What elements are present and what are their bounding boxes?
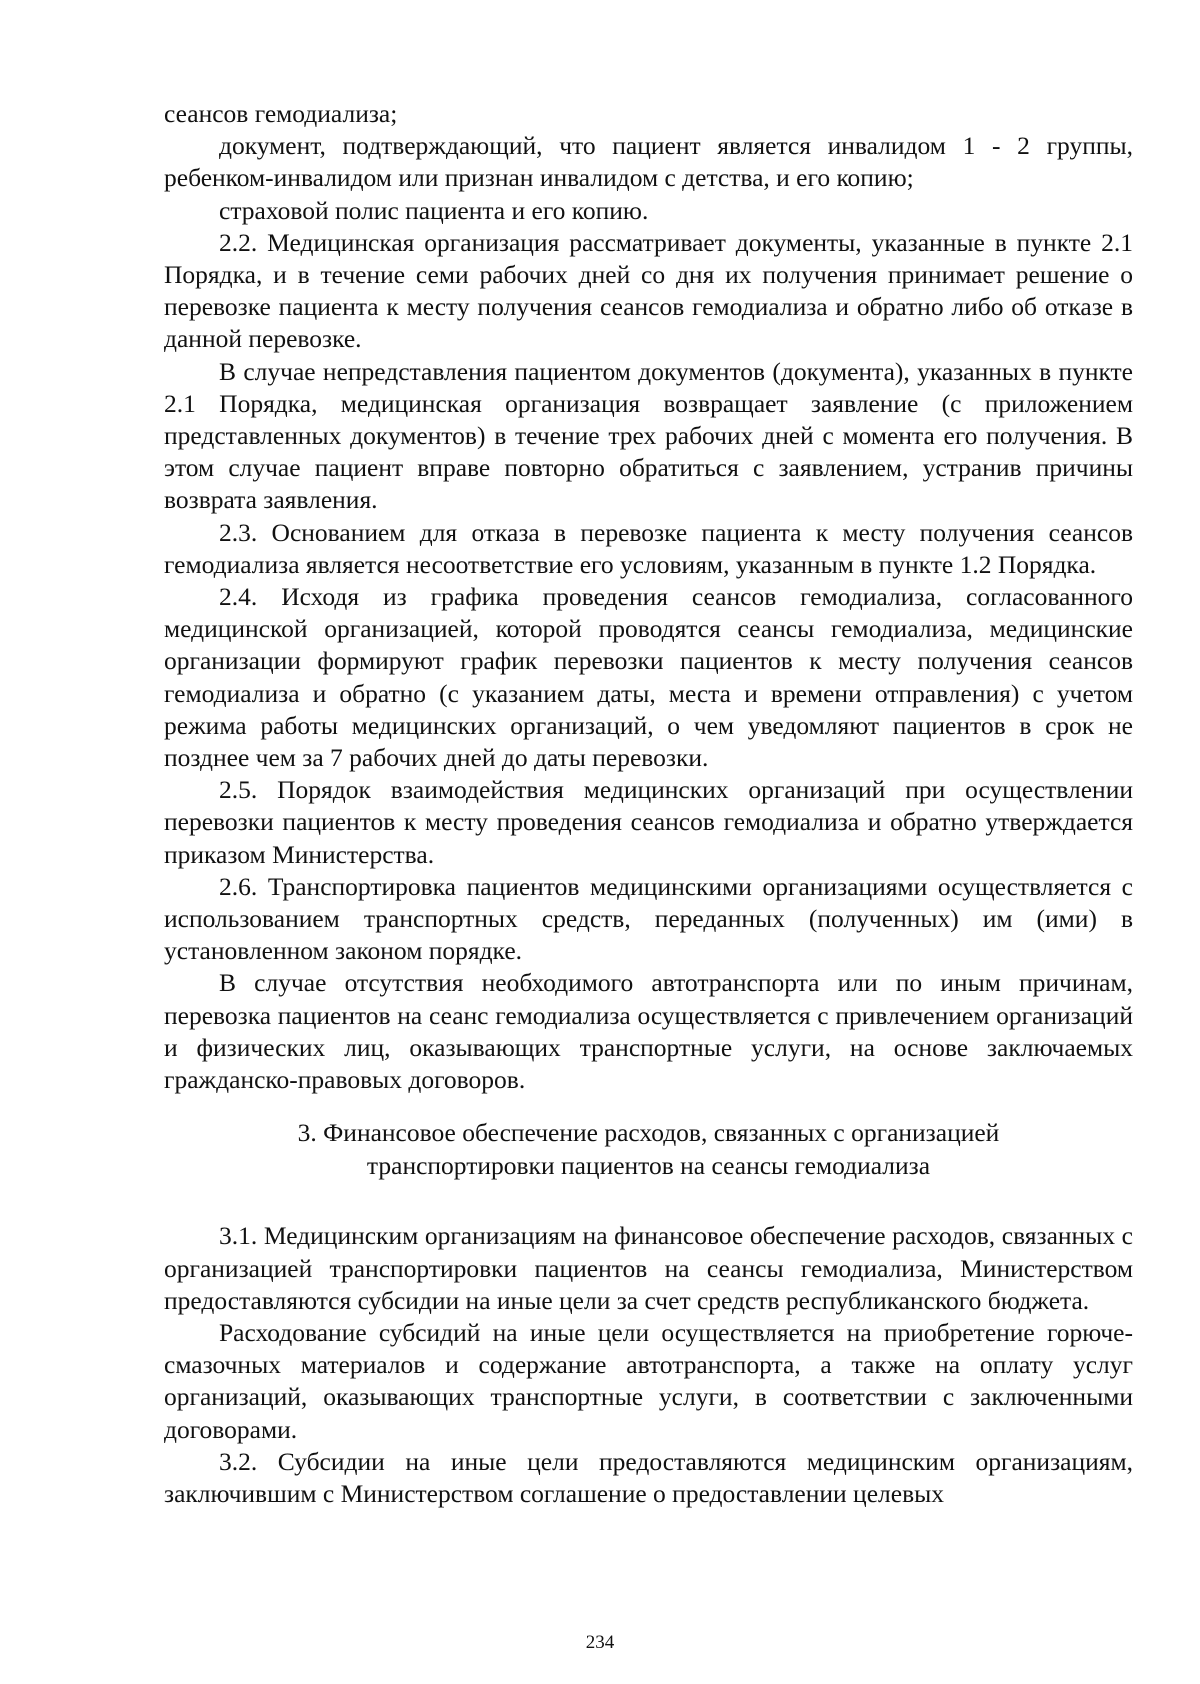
paragraph-disability-document: документ, подтверждающий, что пациент является инвалидом 1 - 2 группы, ребенком-инвалидом или признан инвалидом с детства, и его копию; bbox=[164, 131, 1133, 193]
section-3-heading bbox=[164, 1116, 1133, 1182]
paragraph-2-5: 2.5. Порядок взаимодействия медицинских организаций при осуществлении перевозки пациентов к месту проведения сеансов гемодиализа и обратно утверждается приказом Министерства. bbox=[164, 775, 1133, 869]
paragraph-3-2: 3.2. Субсидии на иные цели предоставляются медицинским организациям, заключившим с Министерством соглашение о предоставлении целевых bbox=[164, 1446, 1133, 1508]
paragraph-2-2: 2.2. Медицинская организация рассматривает документы, указанные в пункте 2.1 Порядка, и в течение семи рабочих дней со дня их получения принимает решение о перевозке пациента к месту получения сеансов гемодиализа и обратно либо об отказе в данной перевозке. bbox=[164, 227, 1133, 354]
page-number: 234 bbox=[585, 1632, 615, 1653]
document-body bbox=[164, 98, 1133, 1510]
paragraph-3-1: 3.1. Медицинским организациям на финансовое обеспечение расходов, связанных с организацией транспортировки пациентов на сеансы гемодиализа, Министерством предоставляются субсидии на иные цели за счет средств республиканского бюджета. bbox=[164, 1221, 1133, 1315]
paragraph-document-return: В случае непредставления пациентом документов (документа), указанных в пункте 2.1 Порядка, медицинская организация возвращает заявление (с приложением представленных документов) в течение трех рабочих дней с момента его получения. В этом случае пациент вправе повторно обратиться с заявлением, устранив причины возврата заявления. bbox=[164, 356, 1133, 515]
section-heading-line-1: 3. Финансовое обеспечение расходов, связанных с организацией bbox=[297, 1118, 1000, 1148]
paragraph-2-6: 2.6. Транспортировка пациентов медицинскими организациями осуществляется с использованием транспортных средств, переданных (полученных) им (ими) в установленном законом порядке. bbox=[164, 871, 1133, 966]
paragraph-insurance-policy: страховой полис пациента и его копию. bbox=[219, 195, 649, 225]
paragraph-2-4: 2.4. Исходя из графика проведения сеансов гемодиализа, согласованного медицинской организацией, которой проводятся сеансы гемодиализа, медицинские организации формируют график перевозки пациентов к месту получения сеансов гемодиализа и обратно (с указанием даты, места и времени отправления) с учетом режима работы медицинских организаций, о чем уведомляют пациентов в срок не позднее чем за 7 рабочих дней до даты перевозки. bbox=[164, 582, 1133, 773]
section-heading-line-2: транспортировки пациентов на сеансы гемодиализа bbox=[366, 1151, 931, 1181]
paragraph-subsidy-spending: Расходование субсидий на иные цели осуществляется на приобретение горюче-смазочных материалов и содержание автотранспорта, а также на оплату услуг организаций, оказывающих транспортные услуги, в соответствии с заключенными договорами. bbox=[164, 1317, 1133, 1444]
paragraph-transport-contracts: В случае отсутствия необходимого автотранспорта или по иным причинам, перевозка пациентов на сеанс гемодиализа осуществляется с привлечением организаций и физических лиц, оказывающих транспортные услуги, на основе заключаемых гражданско-правовых договоров. bbox=[164, 968, 1133, 1095]
paragraph-continuation: сеансов гемодиализа; bbox=[164, 99, 398, 128]
paragraph-2-3: 2.3. Основанием для отказа в перевозке пациента к месту получения сеансов гемодиализа является несоответствие его условиям, указанным в пункте 1.2 Порядка. bbox=[164, 517, 1133, 579]
